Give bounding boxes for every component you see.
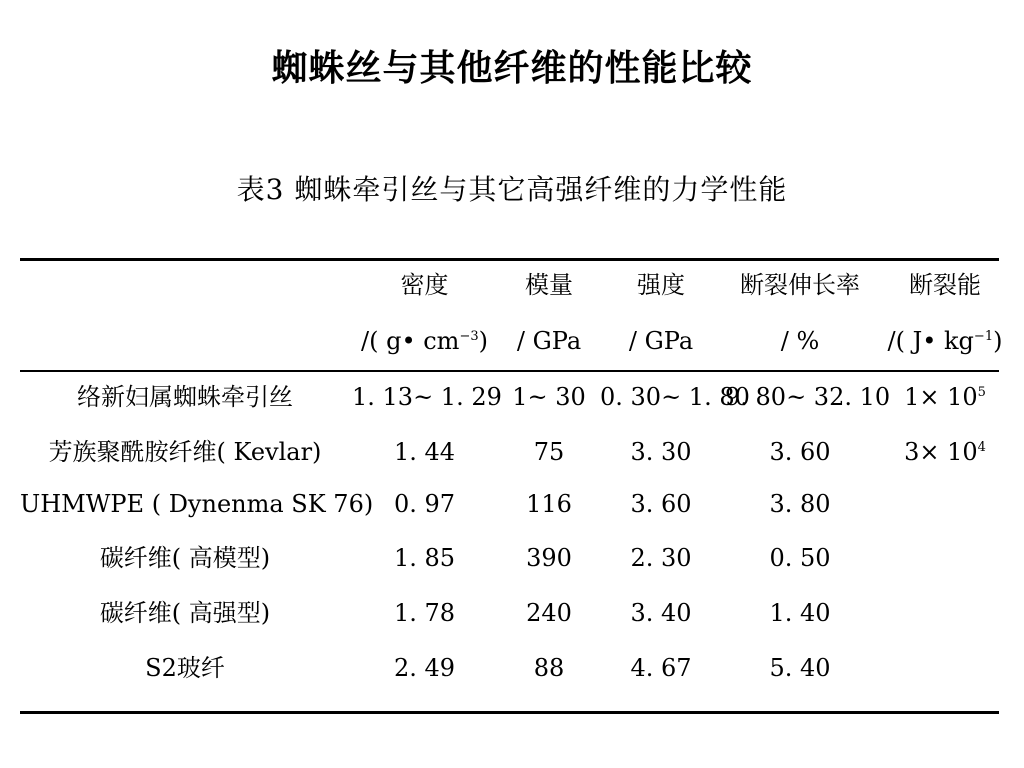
header-elongation-unit: / % (780, 327, 820, 355)
header-density: 密度 (400, 271, 449, 299)
table-cell-fiber-name: 络新妇属蜘蛛牵引丝 (77, 383, 293, 411)
header-strength-unit: / GPa (628, 327, 694, 355)
table-cell-fiber-name: 碳纤维( 高强型) (99, 599, 271, 627)
slide-title: 蜘蛛丝与其他纤维的性能比较 (271, 48, 753, 89)
table-cell-fiber-name: S2玻纤 (145, 654, 225, 682)
header-modulus-unit: / GPa (516, 327, 582, 355)
header-modulus: 模量 (525, 271, 573, 299)
table-cell-density: 1. 13~ 1. 29 (352, 383, 502, 411)
header-energy-unit: /( J• $kg^{-1}$) (887, 327, 1003, 355)
table-cell-elongation: 0. 50 (769, 544, 831, 572)
table-cell-modulus: 75 (533, 438, 565, 466)
table-cell-density: 1. 44 (393, 438, 456, 466)
table-cell-strength: 4. 67 (630, 654, 692, 682)
table-cell-elongation: 9. 80~ 32. 10 (725, 383, 891, 411)
table-cell-density: 2. 49 (393, 654, 456, 682)
table-cell-modulus: 390 (526, 544, 572, 572)
table-cell-fiber-name: 芳族聚酰胺纤维( Kevlar) (48, 438, 322, 466)
table-cell-energy: $3\times 10^4$ (904, 438, 986, 466)
table-cell-elongation: 1. 40 (769, 599, 831, 627)
table-cell-elongation: 5. 40 (769, 654, 831, 682)
table-cell-strength: 3. 40 (630, 599, 692, 627)
table-cell-fiber-name: 碳纤维( 高模型) (99, 544, 271, 572)
table-cell-elongation: 3. 60 (769, 438, 831, 466)
header-strength: 强度 (637, 271, 685, 299)
table-bottom-rule (20, 711, 999, 714)
table-cell-modulus: 116 (526, 490, 572, 518)
header-energy: 断裂能 (909, 271, 981, 299)
table-cell-strength: 3. 60 (630, 490, 692, 518)
table-cell-density: 1. 85 (393, 544, 456, 572)
table-cell-energy: $1\times 10^5$ (904, 383, 986, 411)
header-density-unit: /( g• $cm^{-3}$) (361, 327, 488, 355)
table-cell-modulus: 1~ 30 (512, 383, 586, 411)
table-cell-fiber-name: UHMWPE ( Dynenma SK 76) (20, 490, 374, 518)
table-cell-strength: 2. 30 (630, 544, 692, 572)
table-cell-modulus: 240 (526, 599, 572, 627)
table-top-rule (20, 258, 999, 261)
table-cell-density: 1. 78 (393, 599, 456, 627)
table-header-rule (20, 370, 999, 372)
header-elongation: 断裂伸长率 (740, 271, 860, 299)
table-cell-elongation: 3. 80 (769, 490, 831, 518)
table-caption: 表3 蜘蛛牵引丝与其它高强纤维的力学性能 (236, 173, 788, 206)
table-cell-strength: 3. 30 (630, 438, 692, 466)
table-cell-density: 0. 97 (393, 490, 456, 518)
table-cell-modulus: 88 (533, 654, 565, 682)
table-cell-strength: 0. 30~ 1. 80 (600, 383, 750, 411)
